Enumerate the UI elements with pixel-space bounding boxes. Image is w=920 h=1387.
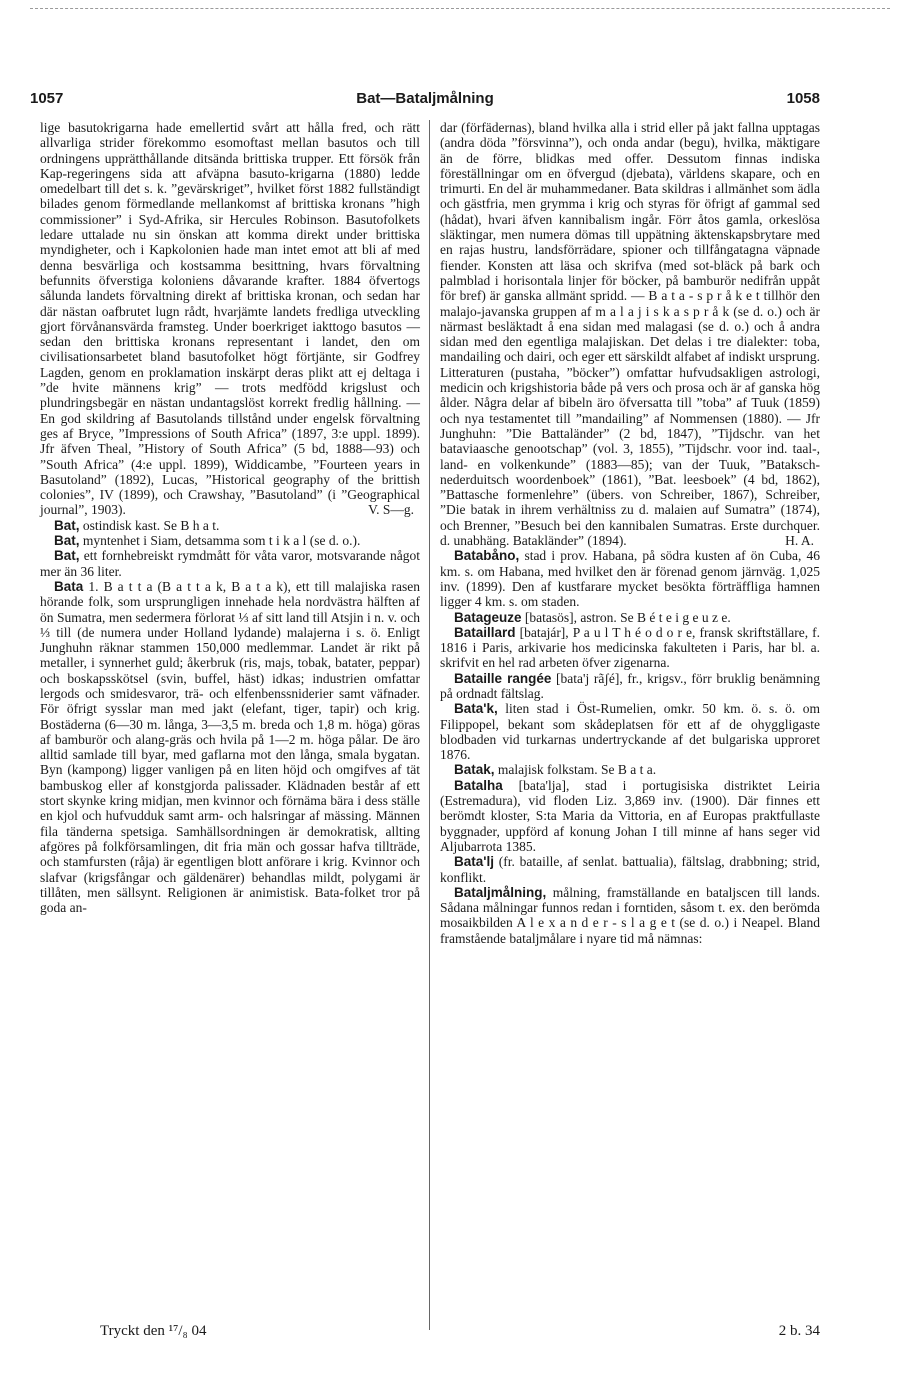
entry-headword: Bat, [54,517,80,533]
dictionary-entry [440,671,820,702]
entry-headword: Bataljmålning, [454,884,547,900]
author-signature: H. A. [785,533,814,549]
dictionary-entry [440,548,820,609]
entry-text: (fr. bataille, af senlat. battualia), fältslag, drabbning; strid, konflikt. [440,854,820,885]
entry-headword: Bat, [54,533,80,549]
dictionary-entry [440,625,820,671]
left-column [40,120,420,915]
entry-text: liten stad i Öst-Rumelien, omkr. 50 km. ö. s. ö. om Filippopel, bekant som skådeplatsen för ett af de ohyggligaste blodbaden vid turkarnas undertryckande af det bulgariska upproret 1876. [440,701,820,763]
entry-text: myntenhet i Siam, detsamma som t i k a l (se d. o.). [82,533,361,549]
entry-text: [batasös], astron. Se B é t e i g e u z e. [524,609,731,625]
page-title: Bat—Bataljmålning [356,90,494,107]
continuation-text: dar (förfädernas), bland hvilka alla i strid eller på jakt fallna upptagas (andra döda ”försvinna”), och onda andar (begu), hvilka, mäktigare än de förre, blidkas med offer. Dessutom finnas indiska föreställningar om en öfvergud (djebata), världens skapare, och en trimurti. En del är muhammedaner. Bata skildras i allmänhet som ädla och gästfria, men grymma i krig och styras för öfrigt af gammal sed (hådat), hvari äfven kannibalism ingår. Förr åtos gamla, orkeslösa släktingar, men numera dömas till uppätning äktenskapsbrytare med en rajas hustru, landsförrädare, spioner och tillfångatagna väpnade fiender. Konsten att läsa och skrifva (med sot-bläck på bark och palmblad i horisontala linjer för böcker, på bamburör nedifrån uppåt för bref) är ganska allmänt spridd. — B a t a - s p r å k e t tillhör den malajo-javanska gruppen af m a l a j i s k a s p r å k (se d. o.) och är närmast besläktadt å ena sidan med malagasi (se d. o.) och å andra sidan med den egentliga malajiskan. Det delas i tre dialekter: toba, mandailing och dairi, och eger ett särskildt alfabet af indiskt ursprung. Litteraturen (pustaha, ”böcker”) omfattar hufvudsakligen astrologi, medicin och krigshistoria både på vers och prosa och är af ganska hög ålder. Några delar af bibeln äro öfversatta till ”toba” af Tuuk (1859) och nya testamentet till ”mandailing” af Nommensen (1880). — Jfr Junghuhn: ”Die Battaländer” (2 bd, 1847), ”Tijdschr. van het bataviaasche genootschap” (vol. 3, 1855), ”Tijdschr. voor ind. taal-, land- en volkenkunde” (1883—85); van der Tuuk, ”Bataksch-nederduitsch woordenboek” (1861), ”Bat. leesboek” (4 bd, 1862), ”Battasche formenlehre” (übers. von Schreiber, 1867), Schreiber, ”Die batak in ihrem verhältniss zu d. malaien auf Sumatra” (1874), och Brenner, ”Besuch bei den kannibalen Sumatras. Erste durchquer. d. unabhäng. Batakländer” (1894). H. A. [440,120,820,549]
entry-headword: Bata'lj [454,854,494,870]
scan-edge-line [30,8,890,9]
page-header [30,90,820,112]
dictionary-entry [40,518,420,533]
entry-headword: Bata'k, [454,701,498,717]
dictionary-entry [440,854,820,885]
entry-text: ett fornhebreiskt rymdmått för våta varor, motsvarande något mer än 36 liter. [40,548,420,579]
entry-headword: Batageuze [454,609,522,625]
dictionary-entry [440,762,820,777]
entry-text: malajisk folkstam. Se B a t a. [497,762,657,778]
right-column [440,120,820,946]
entry-text: stad i prov. Habana, på södra kusten af ön Cuba, 46 km. s. om Habana, med hvilket den är förenad genom järnväg. 1,025 inv. (1899). Den af kustfarare mycket besökta förträffliga hamnen ligger 4 km. s. om staden. [440,548,821,610]
entry-text: [bata'lja], stad i portugisiska distriktet Leiria (Estremadura), vid floden Liz. 3,869 inv. (1900). Där finnes ett berömdt kloster, S:ta Maria da Vittoria, en af Europas praktfullaste byggnader, uppförd af konung Johan I till minne af hans seger vid Aljubarrota 1385. [440,777,821,854]
entry-headword: Bataillard [454,624,516,640]
entry-headword: Bata [54,578,84,594]
dictionary-entry [440,610,820,625]
dictionary-entry [440,885,820,946]
dictionary-entry [40,533,420,548]
entry-text: [bata'j rãʃé], fr., krigsv., förr bruklig benämning på ordnadt fältslag. [440,670,820,701]
continuation-text: lige basutokrigarna hade emellertid svårt att hålla fred, och rätt allvarliga strider förekommo esomoftast mellan basutos och till ordningens upprätthållande ditsända brittiska trupper. Ett försök från Kap-regeringens sida att afväpna basuto-krigarna (1880) ledde omedelbart till det s. k. ”gevärskriget”, hvilket först 1882 fullständigt bilades genom förmedlande mellankomst af brittiska kronans ”high commissioner” i Syd-Afrika, sir Hercules Robinson. Basutofolkets ledare uttalade nu sin önskan att komma direkt under brittiska myndigheter, och i Kapkolonien hade man intet emot att bli af med denna besvärliga och kostsamma besittning, hvars förvaltning befunnits öfverstiga koloniens dåvarande krafter. 1884 öfvertogs sålunda landets förvaltning direkt af brittiska kronan, och sedan har där nästan oafbrutet lugn rådt, hvarjämte landets fredliga utveckling gjort förvånansvärda framsteg. Under boerkriget iakttogo basutos — sedan den brittiska kronans representant i landet, den om civilisationsarbetet bland basutofolket högt förtjänte, sir Godfrey Lagden, genom en proklamation inskärpt deras plikt att ej deltaga i ”de hvite männens krig” — trots medfödd krigslust och plundringsbegär en nästan undantagslöst korrekt fredlig hållning. — En god skildring af Basutolands tillstånd under engelsk förvaltning ges af Bryce, ”Impressions of South Africa” (1897, 3:e uppl. 1899). Jfr äfven Theal, ”History of South Africa” (5 bd, 1888—93) och ”South Africa” (4:e uppl. 1899), Widdicambe, ”Fourteen years in Basutoland” (1892), Lucas, ”Historical geography of the brittish colonies”, IV (1899), och Crawshay, ”Basutoland” (i ”Geographical journal”, 1903). V. S—g. [40,120,420,518]
entry-headword: Batak, [454,762,495,778]
entry-text: 1. B a t t a (B a t t a k, B a t a k), ett till malajiska rasen hörande folk, som ursprungligen innehade hela nordvästra hälften af ön Sumatra, men sedermera förlorat ⅓ af sitt land till Atsjin i n. v. och ⅓ till (de numera under Holland lydande) malajerna i s. ö. Enligt Junghuhn räknar stammen 150,000 medlemmar. Landet är rikt på metaller, i synnerhet guld; åkerbruk (ris, majs, tobak, batater, peppar) och boskapsskötsel (svin, buffel, häst) idkas; industrien omfattar lergods och smidesvaror, trä- och elfenbenssniderier samt väfnader. För öfrigt sysslar man med jakt (elefant, tiger, tapir) och krig. Bostäderna (6—30 m. långa, 3—3,5 m. breda och 1,8 m. höga) göras af bamburör och alang-gräs och hvila på 1—2 m. höga pålar. De äro alltid samlade till byar, med gaflarna mot den långa, smala bygatan. Byn (kampong) ligger vanligen på en liten höjd och omgifves af tät bambuskog eller af konstgjorda palissader. Klädnaden består af ett stort skynke kring midjan, men kvinnor och förnäma bära i dess ställe en kjol och hufvudduk samt arm- och halsringar af mässing. Männen fila tänderna spetsiga. Samhällsordningen är demokratisk, allting afgöres på folkförsamlingen, dit fria män och gossar hafva tillträde, och stamfursten (råja) är egentligen blott anförare i krig. Kvinnor och slafvar (krigsfångar och gäldenärer) behandlas mildt, polygami är tillåten, men sällsynt. Religionen är animistisk. Bata-folket tror på goda an- [40,578,421,916]
dictionary-entry [40,548,420,579]
dictionary-entry [440,701,820,762]
page-number-left: 1057 [30,90,64,107]
entry-headword: Bataille rangée [454,670,552,686]
print-date: Tryckt den ¹⁷/₈ 04 [100,1323,207,1339]
entry-text: ostindisk kast. Se B h a t. [82,517,220,533]
entry-headword: Bat, [54,548,80,564]
column-divider [429,120,430,1330]
entry-headword: Batabåno, [454,548,520,564]
entry-headword: Batalha [454,777,503,793]
author-signature: V. S—g. [368,502,414,518]
page-number-right: 1058 [786,90,820,107]
dictionary-entry [440,778,820,854]
page-footer [40,1323,820,1343]
entry-text: [batajár], P a u l T h é o d o r e, fransk skriftställare, f. 1816 i Paris, arkivarie hos medicinska fakulteten i Paris, har bl. a. skrifvit en hel rad arbeten öfver zigenarna. [440,624,820,671]
entry-text: målning, framställande en bataljscen till lands. Sådana målningar funnos redan i forntiden, såsom t. ex. den berömda mosaikbilden A l e x a n d e r - s l a g e t (se d. o.) i Neapel. Bland framstående bataljmålare i nyare tid må nämnas: [440,884,820,946]
dictionary-entry [40,579,420,916]
signature-mark: 2 b. 34 [778,1323,820,1339]
